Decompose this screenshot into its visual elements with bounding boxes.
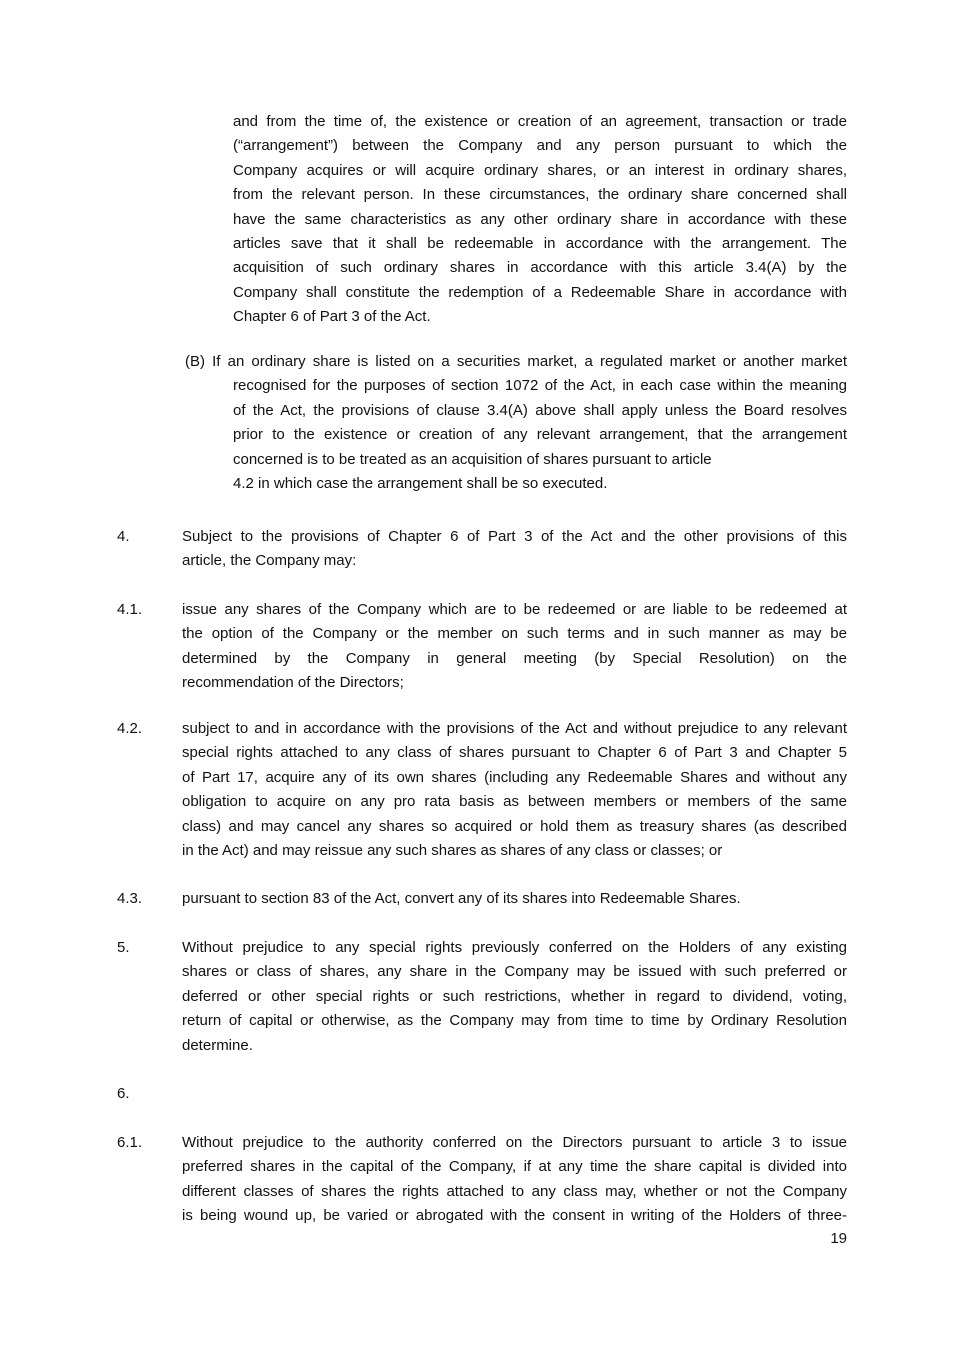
- clause-6-1-number: 6.1.: [117, 1134, 143, 1151]
- text-line: of Part 17, acquire any of its own shares (including any Redeemable Shares and without any: [182, 768, 847, 786]
- clause-6-1-text: [182, 1131, 847, 1229]
- text-line: is being wound up, be varied or abrogated with the consent in writing of the Holders of three-: [182, 1207, 847, 1225]
- clause-4-1-text: [182, 598, 847, 696]
- page-number: 19: [830, 1230, 847, 1247]
- text-line: 4.2 in which case the arrangement shall be so executed.: [233, 474, 608, 492]
- text-line: acquisition of such ordinary shares in accordance with this article 3.4(A) by the: [233, 259, 847, 277]
- text-line: subject to and in accordance with the provisions of the Act and without prejudice to any relevant: [182, 720, 847, 737]
- text-line: pursuant to section 83 of the Act, convert any of its shares into Redeemable Shares.: [182, 890, 741, 907]
- clause-5: [117, 936, 847, 1058]
- text-line: (“arrangement”) between the Company and any person pursuant to which the: [233, 137, 847, 155]
- text-line: deferred or other special rights or such restrictions, whether in regard to dividend, voting,: [182, 987, 847, 1005]
- text-line: concerned is to be treated as an acquisition of shares pursuant to article: [233, 450, 712, 468]
- text-line: determine.: [182, 1036, 253, 1054]
- text-line: recommendation of the Directors;: [182, 674, 404, 692]
- text-line: of the Act, the provisions of clause 3.4(A) above shall apply unless the Board resolves: [233, 401, 847, 419]
- clause-3-4-b-paragraph: [185, 350, 847, 496]
- text-line: Without prejudice to the authority conferred on the Directors pursuant to article 3 to issue: [182, 1134, 847, 1151]
- clause-5-number: 5.: [117, 939, 130, 956]
- text-line: Company shall constitute the redemption of a Redeemable Share in accordance with: [233, 283, 847, 301]
- clause-4-number: 4.: [117, 528, 130, 545]
- clause-6-number: 6.: [117, 1085, 130, 1102]
- text-line: Chapter 6 of Part 3 of the Act.: [233, 308, 431, 326]
- text-line: prior to the existence or creation of any relevant arrangement, that the arrangement: [233, 426, 847, 444]
- clause-4-3-text: [182, 887, 847, 911]
- text-line: issue any shares of the Company which are to be redeemed or are liable to be redeemed at: [182, 601, 847, 618]
- text-line: have the same characteristics as any other ordinary share in accordance with these: [233, 210, 847, 228]
- text-line: (B) If an ordinary share is listed on a securities market, a regulated market or another market: [185, 353, 847, 370]
- clause-4-text: [182, 525, 847, 574]
- text-line: special rights attached to any class of shares pursuant to Chapter 6 of Part 3 and Chapter 5: [182, 744, 847, 762]
- text-line: class) and may cancel any shares so acquired or hold them as treasury shares (as described: [182, 817, 847, 835]
- text-line: obligation to acquire on any pro rata basis as between members or members of the same: [182, 793, 847, 811]
- clause-6-1: [117, 1131, 847, 1229]
- text-line: recognised for the purposes of section 1072 of the Act, in each case within the meaning: [233, 377, 847, 395]
- text-line: preferred shares in the capital of the Company, if at any time the share capital is divided into: [182, 1158, 847, 1176]
- text-line: Subject to the provisions of Chapter 6 of Part 3 of the Act and the other provisions of this: [182, 528, 847, 545]
- clause-4: [117, 525, 847, 574]
- text-line: determined by the Company in general meeting (by Special Resolution) on the: [182, 649, 847, 667]
- clause-4-1: [117, 598, 847, 696]
- clause-4-2: [117, 717, 847, 863]
- text-line: the option of the Company or the member on such terms and in such manner as may be: [182, 625, 847, 643]
- clause-5-text: [182, 936, 847, 1058]
- clause-4-1-number: 4.1.: [117, 601, 143, 618]
- text-line: Without prejudice to any special rights previously conferred on the Holders of any existing: [182, 939, 847, 956]
- clause-4-3-number: 4.3.: [117, 890, 143, 907]
- clause-4-3: [117, 887, 847, 911]
- text-line: shares or class of shares, any share in the Company may be issued with such preferred or: [182, 963, 847, 981]
- text-line: in the Act) and may reissue any such shares as shares of any class or classes; or: [182, 841, 723, 859]
- text-line: article, the Company may:: [182, 552, 357, 570]
- continuation-paragraph: [233, 110, 847, 330]
- text-line: return of capital or otherwise, as the Company may from time to time by Ordinary Resolution: [182, 1012, 847, 1030]
- clause-4-2-text: [182, 717, 847, 863]
- text-line: from the relevant person. In these circumstances, the ordinary share concerned shall: [233, 186, 847, 204]
- clause-4-2-number: 4.2.: [117, 720, 143, 737]
- text-line: articles save that it shall be redeemable in accordance with the arrangement. The: [233, 234, 847, 252]
- text-line: Company acquires or will acquire ordinary shares, or an interest in ordinary shares,: [233, 161, 847, 179]
- text-line: different classes of shares the rights attached to any class may, whether or not the Company: [182, 1182, 847, 1200]
- text-line: and from the time of, the existence or creation of an agreement, transaction or trade: [233, 113, 847, 130]
